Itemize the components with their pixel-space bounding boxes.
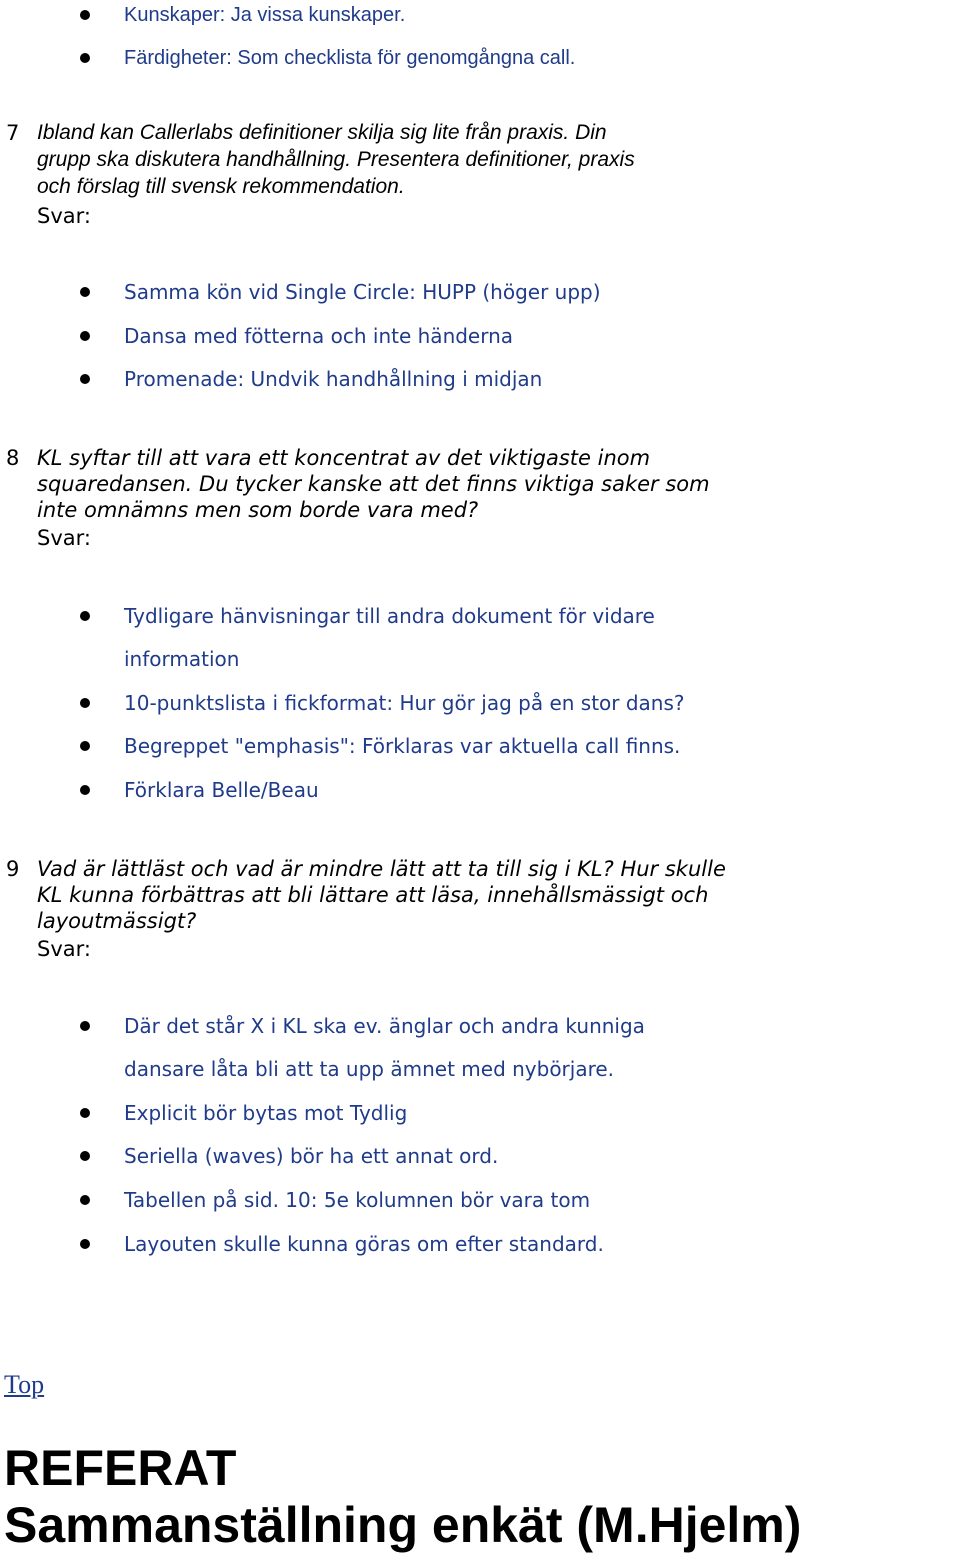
answer-label: Svar: (37, 526, 91, 550)
bullet-icon (80, 1108, 90, 1118)
question-text: KL kunna förbättras att bli lättare att läsa, innehållsmässigt och (37, 883, 709, 907)
heading-summary: Sammanställning enkät (M.Hjelm) (4, 1497, 802, 1553)
list-item-text: Samma kön vid Single Circle: HUPP (höger upp) (124, 280, 601, 304)
list-item-text: Kunskaper: Ja vissa kunskaper. (124, 4, 406, 26)
question-text: squaredansen. Du tycker kanske att det finns viktiga saker som (37, 472, 710, 496)
answer-label: Svar: (37, 204, 91, 228)
bullet-icon (80, 1021, 90, 1031)
question-number: 8 (6, 446, 20, 470)
list-item-text: 10-punktslista i fickformat: Hur gör jag på en stor dans? (124, 691, 685, 715)
list-item-text: Förklara Belle/Beau (124, 778, 319, 802)
list-item-text: Dansa med fötterna och inte händerna (124, 324, 514, 348)
answer-label: Svar: (37, 937, 91, 961)
list-item-text: Där det står X i KL ska ev. änglar och andra kunniga (124, 1014, 645, 1038)
bullet-icon (80, 785, 90, 795)
bullet-icon (80, 611, 90, 621)
bullet-icon (80, 10, 90, 20)
question-text: och förslag till svensk rekommendation. (37, 175, 405, 198)
question-text: Ibland kan Callerlabs definitioner skilja sig lite från praxis. Din (37, 121, 607, 144)
list-item-text: Tydligare hänvisningar till andra dokument för vidare (124, 604, 655, 628)
bullet-icon (80, 1239, 90, 1249)
list-item-text: Tabellen på sid. 10: 5e kolumnen bör vara tom (124, 1188, 591, 1212)
list-item-text: Explicit bör bytas mot Tydlig (124, 1101, 408, 1125)
question-number: 9 (6, 857, 20, 881)
list-item-text: dansare låta bli att ta upp ämnet med nybörjare. (124, 1057, 615, 1081)
bullet-icon (80, 1195, 90, 1205)
bullet-icon (80, 1151, 90, 1161)
list-item-text: information (124, 647, 240, 671)
list-item-text: Seriella (waves) bör ha ett annat ord. (124, 1144, 499, 1168)
question-text: inte omnämns men som borde vara med? (37, 498, 479, 522)
heading-referat: REFERAT (4, 1440, 237, 1496)
question-number: 7 (6, 121, 20, 145)
bullet-icon (80, 741, 90, 751)
list-item-text: Promenade: Undvik handhållning i midjan (124, 367, 543, 391)
question-text: KL syftar till att vara ett koncentrat av det viktigaste inom (37, 446, 651, 470)
bullet-icon (80, 287, 90, 297)
list-item-text: Begreppet "emphasis": Förklaras var aktuella call finns. (124, 734, 681, 758)
question-text: grupp ska diskutera handhållning. Presentera definitioner, praxis (37, 148, 635, 171)
question-text: layoutmässigt? (37, 909, 197, 933)
bullet-icon (80, 374, 90, 384)
bullet-icon (80, 53, 90, 63)
list-item-text: Färdigheter: Som checklista för genomgångna call. (124, 47, 576, 69)
top-link[interactable]: Top (4, 1370, 45, 1399)
list-item-text: Layouten skulle kunna göras om efter standard. (124, 1232, 604, 1256)
bullet-icon (80, 331, 90, 341)
question-text: Vad är lättläst och vad är mindre lätt att ta till sig i KL? Hur skulle (37, 857, 726, 881)
bullet-icon (80, 698, 90, 708)
